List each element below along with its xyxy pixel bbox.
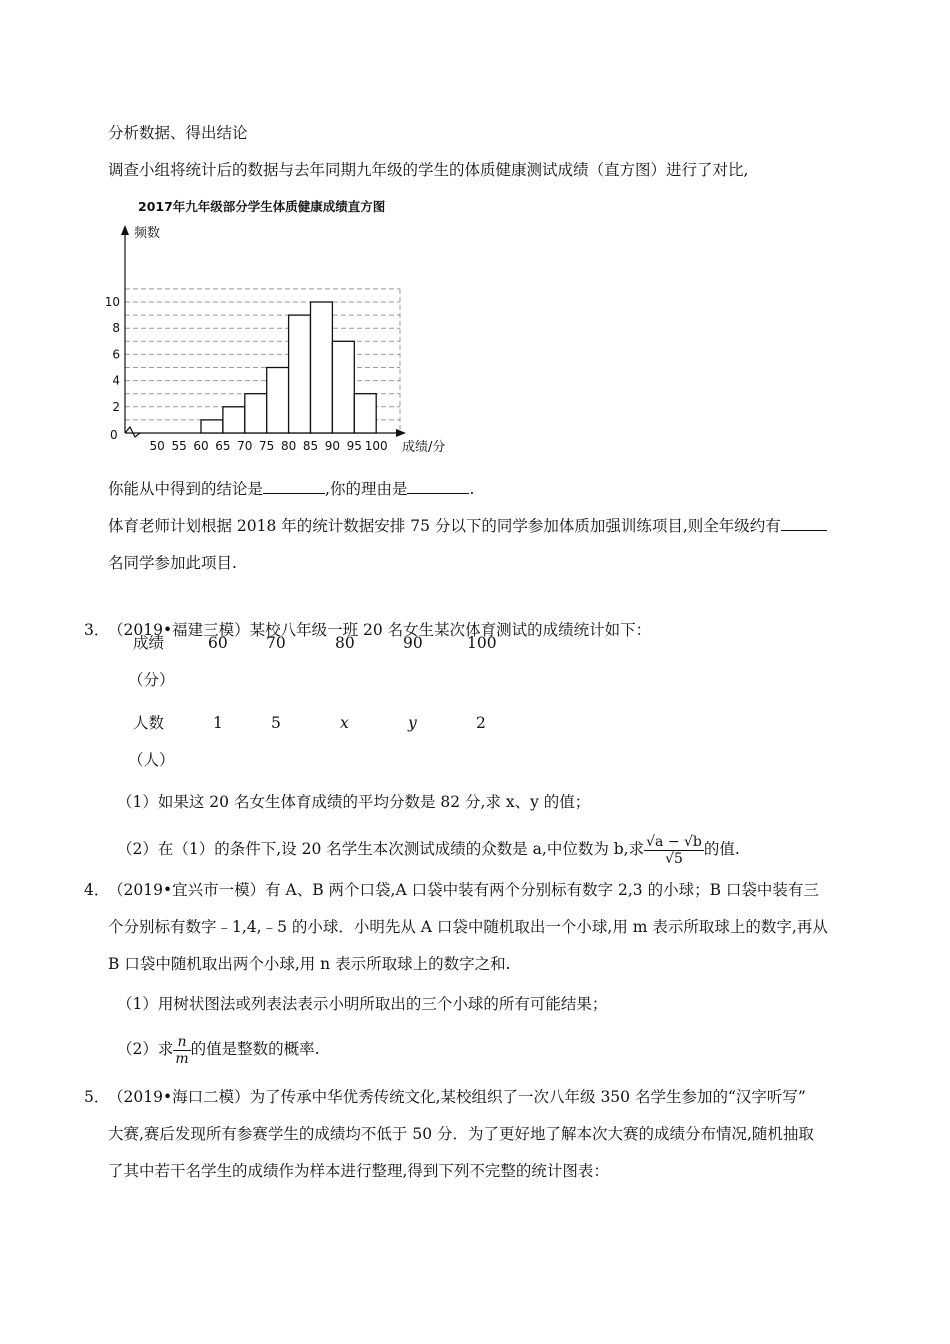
histogram-chart	[104, 193, 458, 461]
x-axis-arrow	[396, 429, 406, 437]
x-tick-label: 75	[259, 439, 275, 453]
x-tick-label: 65	[215, 439, 231, 453]
table-cell: 100	[467, 634, 497, 652]
q3-part-2-text: （2）在（1）的条件下,设 20 名学生本次测试成绩的众数是 a,中位数为 b,求	[117, 840, 645, 858]
q4-line-1: （2019•宜兴市一模）有 A、B 两个口袋,A 口袋中装有两个分别标有数字 2,3 的小球；B 口袋中装有三	[108, 881, 819, 899]
table-row-label: 成绩	[133, 634, 165, 652]
y-axis-arrow	[121, 225, 129, 235]
x-tick-label: 100	[364, 439, 388, 453]
y-axis-label: 频数	[134, 226, 161, 241]
x-tick-label: 80	[280, 439, 297, 453]
question-number: 4．	[84, 881, 110, 899]
x-tick-label: 60	[193, 439, 209, 453]
x-tick-label: 95	[346, 439, 362, 453]
q3-part-2-end: 的值.	[703, 840, 740, 858]
table-cell: 80	[335, 634, 355, 652]
n-over-m-fraction	[173, 1034, 190, 1067]
answer-blank[interactable]	[781, 516, 827, 531]
histogram-bar	[289, 315, 311, 433]
reason-prompt: ,你的理由是	[325, 480, 408, 498]
plan-line-2: 名同学参加此项目.	[108, 554, 237, 572]
table-cell: 60	[208, 634, 228, 652]
fraction-numerator: n	[173, 1034, 190, 1051]
histogram-bar	[267, 368, 289, 434]
q5-line-1: （2019•海口二模）为了传承中华优秀传统文化,某校组织了一次八年级 350 名学生参加的“汉字听写”	[108, 1088, 806, 1106]
table-cell: x	[340, 714, 349, 732]
section-heading: 分析数据、得出结论	[108, 124, 248, 142]
q4-part-1: （1）用树状图法或列表法表示小明所取出的三个小球的所有可能结果；	[117, 995, 608, 1013]
fraction-denominator: √5	[665, 850, 683, 867]
y-tick-label: 4	[112, 373, 120, 388]
x-tick-label: 85	[302, 439, 319, 453]
q4-part-2	[117, 1030, 320, 1068]
fraction-denominator: m	[175, 1050, 189, 1067]
q4-line-2: 个分别标有数字﹣1,4,﹣5 的小球．小明先从 A 口袋中随机取出一个小球,用 m 表示所取球上的数字,再从	[108, 918, 828, 936]
plan-line	[108, 516, 827, 536]
q4-part-2-text: （2）求	[117, 1040, 174, 1058]
histogram-bar	[332, 341, 354, 433]
conclusion-line	[108, 479, 474, 499]
fraction-numerator: √a − √b	[646, 833, 702, 850]
axis-break-zigzag	[125, 427, 140, 437]
plan-text: 体育老师计划根据 2018 年的统计数据安排 75 分以下的同学参加体质加强训练项目,则全年级约有	[108, 517, 781, 535]
q5-line-2: 大赛,赛后发现所有参赛学生的成绩均不低于 50 分．为了更好地了解本次大赛的成绩分布情况,随机抽取	[108, 1125, 814, 1143]
table-row-unit: （分）	[128, 671, 175, 689]
histogram-bar	[354, 394, 376, 433]
question-number: 3．	[84, 621, 110, 639]
x-tick-label: 70	[237, 439, 253, 453]
conclusion-prompt: 你能从中得到的结论是	[108, 480, 264, 498]
y-tick-label: 6	[112, 347, 120, 362]
histogram-bar	[311, 302, 333, 433]
intro-text: 调查小组将统计后的数据与去年同期九年级的学生的体质健康测试成绩（直方图）进行了对比,	[108, 161, 749, 179]
question-stem: （2019•福建三模）某校八年级一班 20 名女生某次体育测试的成绩统计如下：	[108, 621, 652, 639]
bars	[201, 302, 376, 433]
answer-blank[interactable]	[263, 479, 325, 494]
y-tick-label: 8	[112, 321, 120, 336]
period: .	[469, 480, 475, 498]
answer-blank[interactable]	[407, 479, 469, 494]
x-tick-label: 90	[324, 439, 341, 453]
x-tick-label: 50	[149, 439, 165, 453]
table-row-label: 人数	[133, 714, 165, 732]
question-number: 5．	[84, 1088, 110, 1106]
x-tick-label: 55	[171, 439, 187, 453]
table-row-unit: （人）	[128, 751, 175, 769]
table-cell: y	[408, 714, 417, 732]
q5-line-3: 了其中若干名学生的成绩作为样本进行整理,得到下列不完整的统计图表：	[108, 1162, 609, 1180]
table-cell: 70	[266, 634, 286, 652]
q3-part-1: （1）如果这 20 名女生体育成绩的平均分数是 82 分,求 x、y 的值；	[117, 793, 591, 811]
histogram-bar	[245, 394, 267, 433]
table-cell: 1	[213, 714, 223, 732]
q4-line-3: B 口袋中随机取出两个小球,用 n 表示所取球上的数字之和.	[108, 955, 511, 973]
y-tick-label: 2	[112, 399, 120, 414]
table-cell: 90	[403, 634, 423, 652]
histogram-bar	[223, 407, 245, 433]
chart-title: 2017年九年级部分学生体质健康成绩直方图	[138, 199, 386, 214]
table-cell: 5	[271, 714, 281, 732]
x-axis-label: 成绩/分	[402, 440, 446, 455]
histogram-bar	[201, 420, 223, 433]
q3-part-2	[117, 830, 740, 868]
y-tick-label: 0	[110, 428, 118, 442]
q4-part-2-end: 的值是整数的概率.	[190, 1040, 320, 1058]
y-tick-label: 10	[104, 295, 120, 309]
sqrt-fraction	[644, 834, 704, 867]
table-cell: 2	[476, 714, 486, 732]
